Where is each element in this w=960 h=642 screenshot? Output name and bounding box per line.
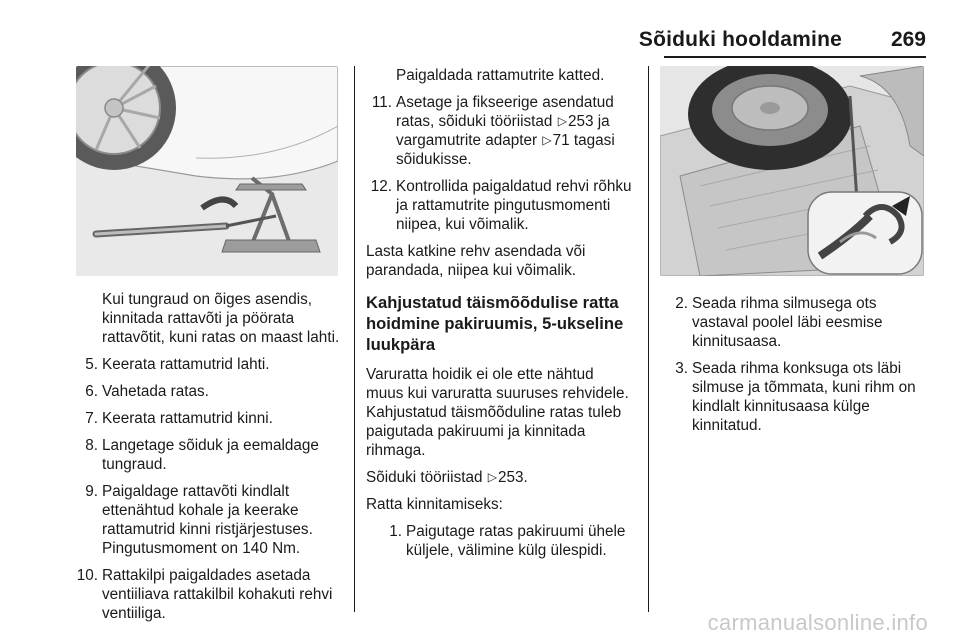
step-item bbox=[76, 409, 342, 428]
step-number: 7. bbox=[85, 410, 98, 427]
step-number: 3. bbox=[675, 360, 688, 377]
body-text: Varuratta hoidik ei ole ette nähtud muus kui varuratta suuruses rehvidele. Kahjustatud täismõõduline ratas tuleb paigutada pakiruumi ja kinnitada rihmaga. bbox=[366, 366, 629, 459]
step-number: 11. bbox=[371, 94, 392, 111]
step-item bbox=[76, 436, 342, 474]
step-text: Rattakilpi paigaldades asetada ventiiliava rattakilbil kohakuti rehvi ventiiliga. bbox=[102, 567, 333, 622]
jack-wheel-illustration bbox=[76, 66, 338, 276]
steps-list bbox=[366, 93, 634, 234]
step-item bbox=[380, 522, 634, 560]
column-divider bbox=[354, 66, 355, 612]
step-text: Asetage ja fikseerige asendatud ratas, sõiduki tööriistad bbox=[396, 94, 614, 130]
watermark: carmanualsonline.info bbox=[707, 610, 928, 635]
page-reference[interactable]: 71 bbox=[552, 132, 570, 149]
after-text: Lasta katkine rehv asendada või parandada, niipea kui võimalik. bbox=[366, 243, 586, 279]
step-number: 8. bbox=[85, 437, 98, 454]
step-text: Langetage sõiduk ja eemaldage tungraud. bbox=[102, 437, 319, 473]
step-item bbox=[666, 359, 926, 435]
column-3 bbox=[660, 66, 926, 443]
cross-reference-icon: ▷ bbox=[487, 470, 497, 484]
step-text: ja vargamutrite adapter bbox=[396, 113, 610, 149]
continued-text: Paigaldada rattamutrite katted. bbox=[396, 67, 605, 84]
step-text: Keerata rattamutrid lahti. bbox=[102, 356, 270, 373]
step-text: Vahetada ratas. bbox=[102, 383, 209, 400]
intro-text: Kui tungraud on õiges asendis, kinnitada rattavõti ja pöörata rattavõtit, kuni ratas on maast lahti. bbox=[102, 291, 340, 346]
step-text: Kontrollida paigaldatud rehvi rõhku ja rattamutrite pingutusmomenti niipea, kui võimalik. bbox=[396, 178, 632, 233]
step-number: 12. bbox=[370, 178, 392, 195]
tools-reference bbox=[366, 468, 634, 487]
step-number: 5. bbox=[85, 356, 98, 373]
step-number: 1. bbox=[389, 523, 402, 540]
step-text: Paigutage ratas pakiruumi ühele küljele, välimine külg ülespidi. bbox=[406, 523, 626, 559]
step-number: 9. bbox=[85, 483, 98, 500]
step-text: Seada rihma konksuga ots läbi silmuse ja tõmmata, kuni rihm on kindlalt kinnitusaasa külge kinnitatud. bbox=[692, 360, 916, 434]
section-title: Sõiduki hooldamine bbox=[638, 28, 842, 51]
page-reference[interactable]: 253. bbox=[497, 469, 528, 486]
step-item bbox=[366, 177, 634, 234]
steps-list bbox=[366, 522, 634, 560]
column-2 bbox=[366, 66, 634, 568]
trunk-wheel-strap-illustration bbox=[660, 66, 924, 276]
column-divider bbox=[648, 66, 649, 612]
header-rule bbox=[664, 56, 926, 58]
step-item bbox=[366, 93, 634, 169]
steps-list bbox=[660, 294, 926, 435]
tools-text: Sõiduki tööriistad bbox=[366, 469, 483, 486]
page-reference[interactable]: 253 bbox=[567, 113, 594, 130]
step-text: Seada rihma silmusega ots vastaval poolel läbi eesmise kinnitusaasa. bbox=[692, 295, 883, 350]
step-item bbox=[76, 482, 342, 558]
section-heading: Kahjustatud täismõõdulise ratta hoidmine pakiruumis, 5-ukseline luukpära bbox=[366, 293, 624, 354]
column-1 bbox=[76, 66, 342, 631]
step-number: 10. bbox=[76, 567, 98, 584]
step-text: tagasi sõidukisse. bbox=[396, 132, 615, 168]
cross-reference-icon: ▷ bbox=[557, 114, 567, 128]
steps-list bbox=[76, 355, 342, 623]
step-item bbox=[76, 355, 342, 374]
step-item bbox=[666, 294, 926, 351]
page-number: 269 bbox=[890, 28, 926, 51]
page-header bbox=[0, 14, 960, 54]
fasten-label: Ratta kinnitamiseks: bbox=[366, 496, 503, 513]
step-item bbox=[66, 566, 342, 623]
step-item bbox=[76, 382, 342, 401]
step-text: Paigaldage rattavõti kindlalt ettenähtud kohale ja keerake rattamutrid kinni ristjärjestuses. Pingutusmoment on 140 Nm. bbox=[102, 483, 313, 557]
step-number: 2. bbox=[675, 295, 688, 312]
cross-reference-icon: ▷ bbox=[542, 133, 552, 147]
step-text: Keerata rattamutrid kinni. bbox=[102, 410, 273, 427]
step-number: 6. bbox=[85, 383, 98, 400]
